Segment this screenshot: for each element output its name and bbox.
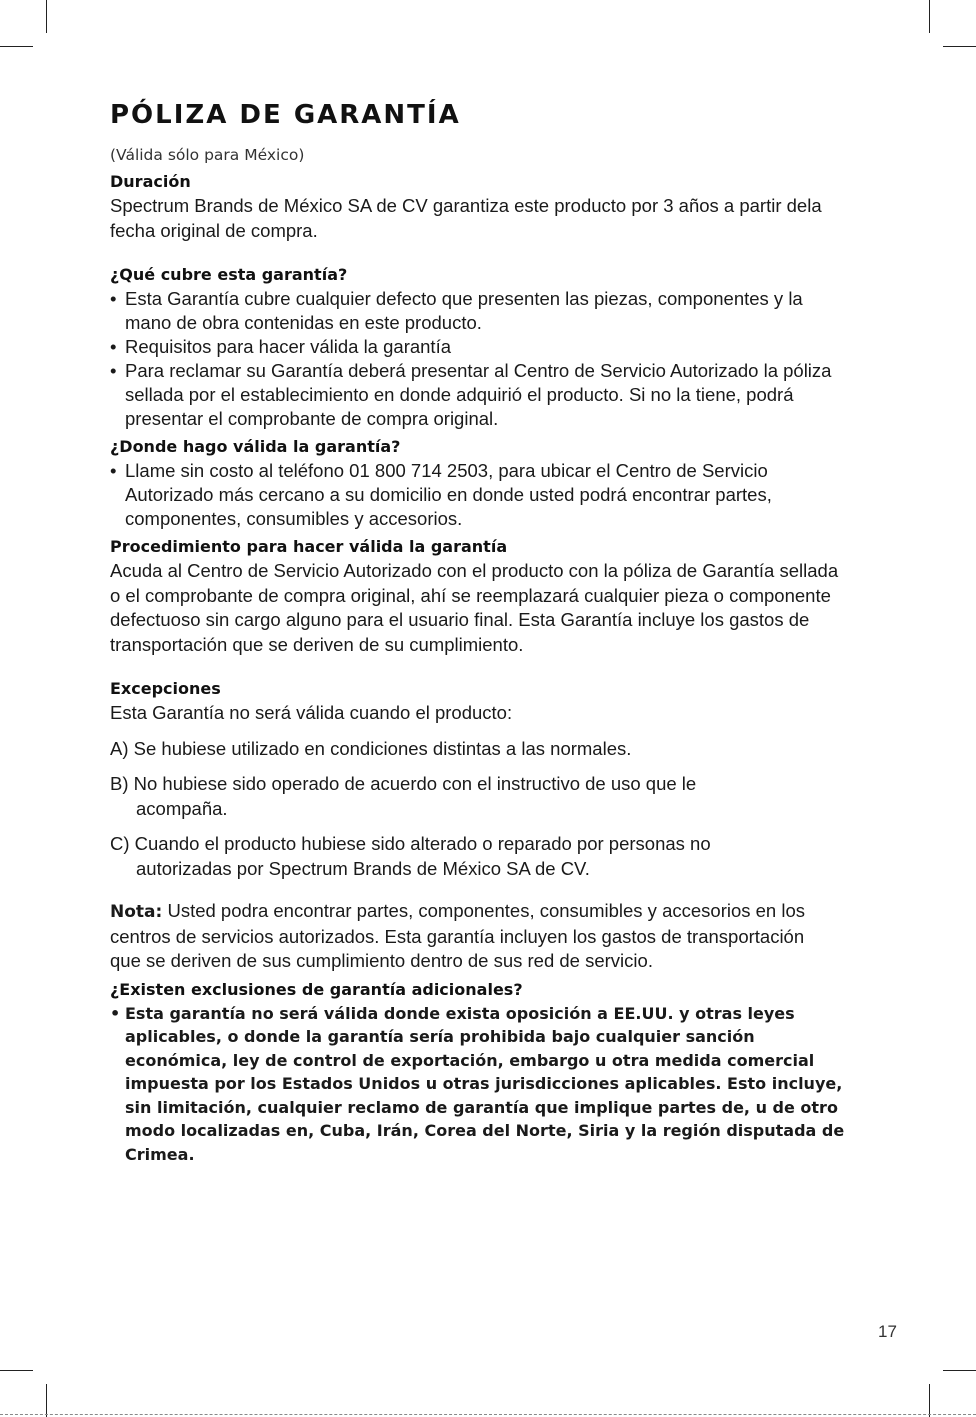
crop-mark-bottom-right-v <box>929 1384 930 1417</box>
section-heading: Duración <box>110 172 191 191</box>
list-item: • Para reclamar su Garantía deberá presentar al Centro de Servicio Autorizado la póliza sellada por el establecimiento en donde adquirió el producto. Si no la tiene, podrá presentar el comprobante de compra original. <box>110 360 832 429</box>
section-heading: ¿Existen exclusiones de garantía adicionales? <box>110 979 523 999</box>
bullet-list <box>110 287 850 431</box>
section-heading: Excepciones <box>110 679 221 698</box>
section-heading: Procedimiento para hacer válida la garantía <box>110 537 508 556</box>
note-paragraph <box>110 899 850 974</box>
crop-mark-bottom-left-v <box>46 1384 47 1417</box>
crop-mark-top-right-v <box>929 0 930 33</box>
bullet-list <box>110 1002 850 1167</box>
bullet-icon: • <box>110 360 117 381</box>
exception-item: C) Cuando el producto hubiese sido alterado o reparado por personas no autorizadas por Spectrum Brands de México SA de CV. <box>110 833 711 879</box>
section-procedimiento <box>110 535 850 657</box>
page-number: 17 <box>878 1322 897 1341</box>
bullet-icon: • <box>110 288 117 309</box>
section-text: Spectrum Brands de México SA de CV garantiza este producto por 3 años a partir dela fecha original de compra. <box>110 195 822 241</box>
exception-item: A) Se hubiese utilizado en condiciones distintas a las normales. <box>110 737 632 759</box>
section-nota <box>110 899 850 974</box>
list-item: • Requisitos para hacer válida la garantía <box>110 336 451 357</box>
crop-mark-top-right-h <box>943 46 976 47</box>
list-item: • Esta garantía no será válida donde exista oposición a EE.UU. y otras leyes aplicables, o donde la garantía sería prohibida bajo cualquier sanción económica, ley de control de exportación, embargo u otra medida comercial impuesta por los Estados Unidos u otras jurisdicciones aplicables. Esto incluye, sin limitación, cualquier reclamo de garantía que implique partes de, u de otro modo localizadas en, Cuba, Irán, Corea del Norte, Siria y la región disputada de Crimea. <box>110 1003 845 1164</box>
exception-item: B) No hubiese sido operado de acuerdo con el instructivo de uso que le acompaña. <box>110 773 697 819</box>
bullet-list <box>110 459 850 531</box>
section-intro: Esta Garantía no será válida cuando el producto: <box>110 702 513 723</box>
section-excepciones <box>110 677 850 881</box>
list-item: • Esta Garantía cubre cualquier defecto que presenten las piezas, componentes y la mano de obra contenidas en este producto. <box>110 288 803 333</box>
section-heading: ¿Donde hago válida la garantía? <box>110 437 401 456</box>
bullet-icon: • <box>110 460 117 481</box>
bullet-icon: • <box>110 1003 121 1023</box>
section-text: Acuda al Centro de Servicio Autorizado con el producto con la póliza de Garantía sellada o el comprobante de compra original, ahí se reemplazará cualquier pieza o componente defectuoso sin cargo alguno para el usuario final. Esta Garantía incluye los gastos de transportación que se deriven de su cumplimiento. <box>110 560 839 655</box>
crop-mark-top-left-h <box>0 46 33 47</box>
trim-line <box>0 1414 976 1415</box>
section-donde <box>110 435 850 531</box>
crop-mark-bottom-left-h <box>0 1370 33 1371</box>
page-title: PÓLIZA DE GARANTÍA <box>110 100 461 130</box>
crop-mark-bottom-right-h <box>943 1370 976 1371</box>
subtitle: (Válida sólo para México) <box>110 146 305 164</box>
warranty-document <box>110 100 850 1166</box>
crop-mark-top-left-v <box>46 0 47 33</box>
note-label: Nota: <box>110 902 163 922</box>
section-cubre <box>110 263 850 431</box>
section-duracion <box>110 170 850 243</box>
section-heading: ¿Qué cubre esta garantía? <box>110 265 348 284</box>
note-text: Usted podra encontrar partes, componentes, consumibles y accesorios en los centros de servicios autorizados. Esta garantía incluyen los gastos de transportación que se deriven de sus cumplimiento dentro de sus red de servicio. <box>110 900 806 971</box>
bullet-icon: • <box>110 336 117 357</box>
section-exclusiones <box>110 978 850 1167</box>
list-item: • Llame sin costo al teléfono 01 800 714 2503, para ubicar el Centro de Servicio Autorizado más cercano a su domicilio en donde usted podrá encontrar partes, componentes, consumibles y accesorios. <box>110 460 772 529</box>
